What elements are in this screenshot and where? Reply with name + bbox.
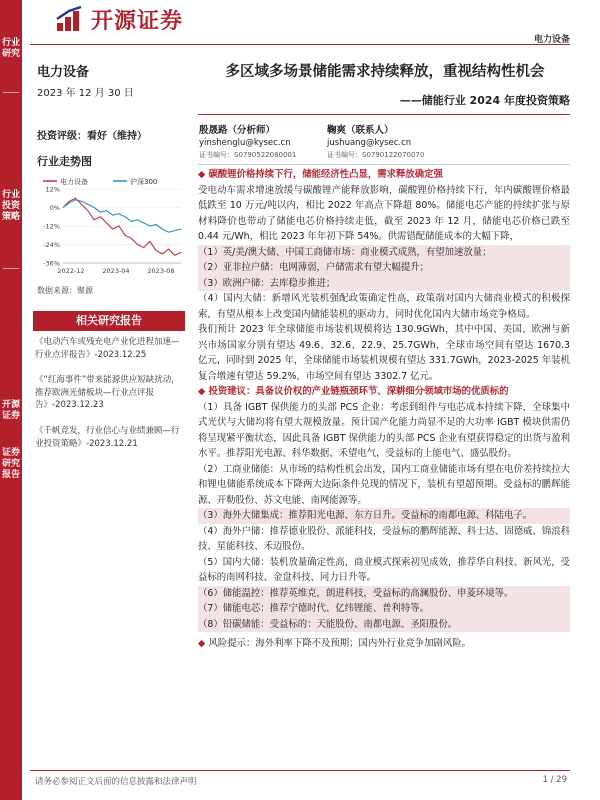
trend-title: 行业走势图: [37, 155, 92, 168]
footer-rule: [30, 770, 570, 771]
y-tick-label: -12%: [43, 222, 60, 231]
paragraph: 受电动车需求增速放缓与碳酸锂产能释放影响，碳酸锂价格持续下行，年内碳酸锂价格最低跌至 10 万元/吨以内，相比 2022 年高点下降超 80%。储能电芯产能的持续扩张与原材料降价也带动了储能电芯价格持续走低，截至 2023 年 12 月，储能电芯价格已跌至 0.44 元/Wh，相比 2023 年年初下降 54%。供需错配储能成本的大幅下降，: [198, 184, 570, 242]
list-item: （1）英/美/澳大储、中国工商储市场：商业模式成熟，有望加速放量；: [198, 245, 570, 261]
brand-logo-icon: [55, 5, 85, 33]
investment-rating: 投资评级：看好（维持）: [37, 131, 147, 142]
list-item: （6）储能温控：推荐英维克，朗进科技，受益标的高澜股份、申菱环境等。: [198, 586, 570, 602]
paragraph: 我们预计 2023 年全球储能市场装机规模将达 130.9GWh，其中中国、美国、欧洲与新兴市场国家分别有望达 49.6、32.6、22.9、25.7GWh，全球市场空间有望达 1670.3 亿元，同时到 2025 年，全球储能市场装机规模有望达 331.7GWh，2023-2025 年装机复合增速有望达 59.2%，市场空间有望达 3302.7 亿元。: [198, 324, 570, 382]
list-item: （4）海外户储：推荐德业股份、派能科技，受益标的鹏辉能源、科士达、固德威、锦浪科技、星能科技、禾迈股份。: [198, 525, 570, 552]
related-report-link[interactable]: 《千帆竞发，行业信心与业绩兼顾—行业投资策略》-2023.12.21: [35, 426, 180, 449]
side-mark-strategy: 行业投资策略: [1, 190, 20, 222]
chart-source: 数据来源：聚源: [37, 286, 93, 295]
y-tick-label: 12%: [45, 185, 60, 194]
analyst-2-name: 鞠爽（联系人）: [327, 125, 394, 136]
series-line-csi300: [63, 200, 181, 232]
analyst-2-email[interactable]: jushuang@kysec.cn: [327, 138, 412, 148]
list-item: （8）铅碳储能：受益标的：天能股份、南都电源、圣阳股份。: [198, 617, 570, 633]
report-title: 多区域多场景储能需求持续释放，重视结构性机会: [225, 64, 545, 80]
legend-label: 电力设备: [60, 178, 88, 186]
y-tick-label: -24%: [43, 241, 60, 249]
risk-warning: ◆ 风险提示：海外利率下降不及预期；国内外行业竞争加剧风险。: [198, 638, 471, 649]
analyst-1-email[interactable]: yinshenglu@kysec.cn: [199, 138, 291, 148]
related-report-link[interactable]: 《电动汽车或残充电产业化进程加速—行业点评报告》-2023.12.25: [35, 337, 180, 360]
x-tick-label: 2023-08: [147, 267, 175, 275]
x-tick-label: 2022-12: [57, 267, 85, 275]
analyst-1-name: 殷晟路（分析师）: [199, 125, 276, 136]
page-number: 1 / 29: [542, 775, 567, 785]
x-tick-label: 2023-04: [102, 267, 130, 275]
side-mark-brand: 开源证券: [1, 400, 20, 421]
section-heading: ◆ 投资建议：具备议价权的产业链瓶颈环节、深耕细分领域市场的优质标的: [198, 386, 509, 397]
header-category: 电力设备: [533, 35, 570, 45]
list-item: （3）欧洲户储：去库稳步推进；: [198, 276, 570, 292]
list-item: （3）海外大储集成：推荐阳光电源、东方日升。受益标的南都电源、科陆电子。: [198, 508, 570, 524]
list-item: （4）国内大储：新增风光装机强配政策确定性高，政策端对国内大储商业模式的积极探索，有望从根本上改变国内储能装机的驱动力，同时优化国内大储市场竞争格局。: [198, 293, 570, 320]
footer-disclaimer: 请务必参阅正文后面的信息披露和法律声明: [35, 777, 197, 787]
side-mark-industry-research: 行业研究: [1, 38, 20, 59]
report-date: 2023 年 12 月 30 日: [37, 88, 134, 99]
list-item: （2）亚非拉户储：电网薄弱，户储需求有望大幅提升；: [198, 260, 570, 276]
related-reports-header: 相关研究报告: [33, 311, 185, 331]
analyst-2: [327, 125, 424, 161]
industry-label: 电力设备: [37, 65, 90, 80]
header-rule: [30, 44, 570, 45]
trend-chart: [35, 175, 185, 280]
side-divider: [3, 268, 19, 269]
report-subtitle: ——储能行业 2024 年度投资策略: [399, 94, 570, 107]
related-report-link[interactable]: 《“红海事件”带来能源供应短缺扰动，推荐欧洲光储板块—行业点评报告》-2023.12.23: [35, 375, 180, 410]
author-rule: [198, 164, 570, 165]
brand-logo: [55, 4, 183, 34]
trend-chart-svg: [35, 175, 185, 280]
brand-name: 开源证券: [91, 8, 184, 34]
analyst-2-license: 证书编号：S0790122070070: [327, 151, 425, 159]
list-item: （5）国内大储：装机放量确定性高，商业模式探索初见成效，推荐华自科技、新风光，受益标的南网科技、金盘科技、同力日升等。: [198, 556, 570, 583]
y-tick-label: 0%: [49, 204, 60, 212]
side-mark-research-report: 证券研究报告: [1, 448, 20, 480]
legend-label: 沪深300: [130, 178, 158, 186]
report-body: [198, 167, 570, 652]
y-tick-label: -36%: [43, 259, 60, 268]
list-item: （7）储能电芯：推荐宁德时代、亿纬锂能、普利特等。: [198, 601, 570, 617]
analyst-1: [199, 125, 296, 161]
list-item: （1）具备 IGBT 保供能力的头部 PCS 企业：考虑到组件与电芯成本持续下降，全球集中式光伏与大储均将有望大规模放量。预计国产化能力尚显不足的大功率 IGBT 模块供需仍将呈现紧平衡状态，因此具备 IGBT 保供能力的头部 PCS 企业有望获得稳定的出货与盈利水平。推荐阳光电源、科华数据、禾望电气，受益标的上能电气、盛弘股份。: [198, 401, 570, 459]
side-divider: [3, 92, 19, 93]
list-item: （2）工商业储能：从市场的结构性机会出发，国内工商业储能市场有望在电价差持续拉大和锂电储能系统成本下降两大边际条件兑现的情况下，装机有望超预期。受益标的鹏辉能源、开勒股份、苏文电能、南网能源等。: [198, 463, 570, 506]
series-line-power-equipment: [63, 198, 181, 255]
analyst-1-license: 证书编号：S0790522080001: [199, 151, 297, 159]
title-rule: [198, 114, 570, 115]
section-heading: ◆ 碳酸锂价格持续下行，储能经济性凸显，需求释放确定强: [198, 169, 443, 180]
